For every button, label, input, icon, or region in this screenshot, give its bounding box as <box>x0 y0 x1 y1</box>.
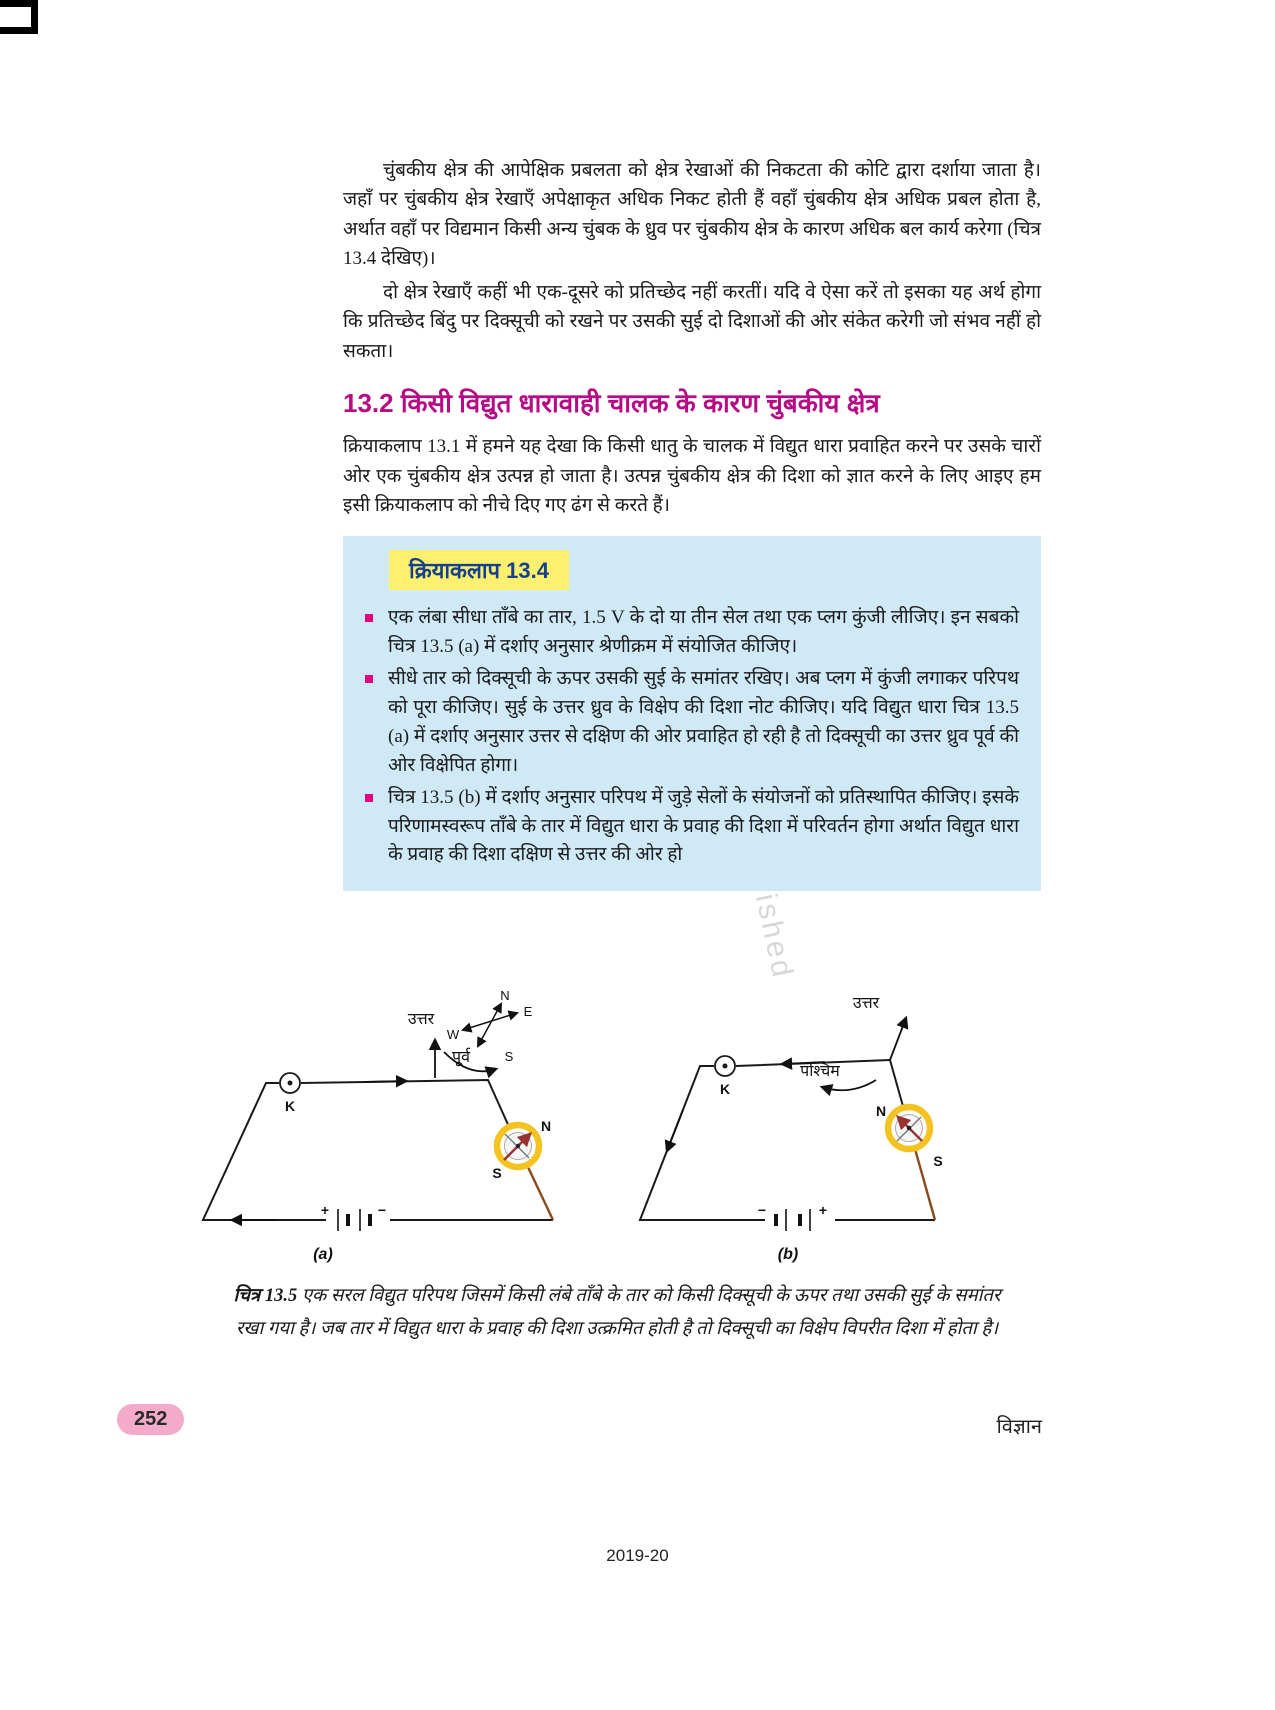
wire-left-bottom <box>640 1066 765 1220</box>
crop-mark-top <box>0 0 34 7</box>
intro-paragraph-1: चुंबकीय क्षेत्र की आपेक्षिक प्रबलता को क्षेत्र रेखाओं की निकटता की कोटि द्वारा दर्शाया जाता है। जहाँ पर चुंबकीय क्षेत्र रेखाएँ अपेक्षाकृत अधिक निकट होती हैं वहाँ चुंबकीय क्षेत्र अधिक प्रबल होता है, अर्थात वहाँ पर विद्यमान किसी अन्य चुंबक के ध्रुव पर चुंबकीय क्षेत्र के कारण अधिक बल कार्य करेगा (चित्र 13.4 देखिए)। <box>343 160 1041 270</box>
figure-caption <box>232 1280 1002 1346</box>
footer-subject: विज्ञान <box>996 1416 1042 1438</box>
battery-minus-label: − <box>377 1202 387 1218</box>
battery-plus-label: + <box>818 1202 828 1218</box>
activity-bullet-1 <box>363 604 1019 662</box>
rose-e: E <box>523 1004 533 1019</box>
east-label: पूर्व <box>452 1049 470 1066</box>
battery-minus-label: − <box>757 1202 767 1218</box>
compass-icon <box>492 1118 551 1181</box>
section-heading: 13.2 किसी विद्युत धारावाही चालक के कारण चुंबकीय क्षेत्र <box>343 388 880 419</box>
key-label: K <box>719 1081 731 1097</box>
battery-icon <box>321 1202 386 1231</box>
current-arrow-left <box>667 1110 683 1151</box>
circuit-diagram-b <box>610 988 1040 1288</box>
figure-caption-text: एक सरल विद्युत परिपथ जिसमें किसी लंबे ताँबे के तार को किसी दिक्सूची के ऊपर तथा उसकी सुई के समांतर रखा गया है। जब तार में विद्युत धारा के प्रवाह की दिशा उत्क्रमित होती है तो दिक्सूची का विक्षेप विपरीत दिशा में होता है। <box>235 1286 1001 1339</box>
circuit-diagram-a <box>158 988 588 1288</box>
page-number-badge: 252 <box>117 1404 184 1435</box>
activity-bullet-3-text: चित्र 13.5 (b) में दर्शाए अनुसार परिपथ में जुड़े सेलों के संयोजनों को प्रतिस्थापित कीजिए। इसके परिणामस्वरूप ताँबे के तार में विद्युत धारा के प्रवाह की दिशा में परिवर्तन होगा अर्थात विद्युत धारा के प्रवाह की दिशा दक्षिण से उत्तर की ओर हो <box>388 786 1019 866</box>
section-paragraph: क्रियाकलाप 13.1 में हमने यह देखा कि किसी धातु के चालक में विद्युत धारा प्रवाहित करने पर उसके चारों ओर एक चुंबकीय क्षेत्र उत्पन्न हो जाता है। उत्पन्न चुंबकीय क्षेत्र की दिशा को ज्ञात करने के लिए आइए हम इसी क्रियाकलाप को नीचे दिए गए ढंग से करते हैं। <box>343 436 1041 516</box>
plug-key-icon <box>715 1056 735 1097</box>
bullet-square-icon <box>365 794 373 802</box>
activity-title: क्रियाकलाप 13.4 <box>389 550 569 590</box>
rose-s: S <box>504 1049 514 1064</box>
compass-icon <box>876 1103 943 1169</box>
activity-bullet-2-text: सीधे तार को दिक्सूची के ऊपर उसकी सुई के समांतर रखिए। अब प्लग में कुंजी लगाकर परिपथ को पूरा कीजिए। सुई के उत्तर ध्रुव के विक्षेप की दिशा नोट कीजिए। यदि विद्युत धारा चित्र 13.5 (a) में दर्शाए अनुसार उत्तर से दक्षिण की ओर प्रवाहित हो रही है तो दिक्सूची का उत्तर ध्रुव पूर्व की ओर विक्षेपित होगा। <box>388 668 1019 776</box>
main-text-column <box>343 156 1041 891</box>
west-label: पश्चिम <box>800 1063 840 1080</box>
battery-icon <box>758 1202 827 1231</box>
figure-13-5 <box>158 988 1058 1288</box>
figure-caption-label: चित्र 13.5 <box>233 1286 298 1306</box>
rose-n: N <box>500 988 510 1003</box>
wire-top <box>301 1080 510 1129</box>
compass-n-label: N <box>875 1103 887 1119</box>
key-label: K <box>284 1098 296 1114</box>
activity-bullet-list <box>363 604 1019 870</box>
deflection-arrow <box>822 1080 876 1090</box>
activity-bullet-3 <box>363 784 1019 871</box>
diagram-a-label: (a) <box>313 1246 333 1263</box>
wire-left-bottom <box>203 1083 326 1220</box>
activity-box <box>343 536 1041 891</box>
compass-s-label: S <box>492 1165 502 1181</box>
intro-paragraph-2: दो क्षेत्र रेखाएँ कहीं भी एक-दूसरे को प्रतिच्छेद नहीं करतीं। यदि वे ऐसा करें तो इसका यह अर्थ होगा कि प्रतिच्छेद बिंदु पर दिक्सूची को रखने पर उसकी सुई दो दिशाओं की ओर संकेत करेगी जो संभव नहीं हो सकता। <box>343 281 1041 362</box>
crop-mark-corner <box>31 0 38 34</box>
north-arrow <box>890 1018 906 1060</box>
rose-w: W <box>446 1027 460 1042</box>
north-label: उत्तर <box>852 995 880 1012</box>
current-arrow-top <box>363 1081 406 1082</box>
diagram-b-label: (b) <box>777 1246 799 1263</box>
compass-s-label: S <box>933 1153 943 1169</box>
activity-bullet-1-text: एक लंबा सीधा ताँबे का तार, 1.5 V के दो या तीन सेल तथा एक प्लग कुंजी लीजिए। इन सबको चित्र 13.5 (a) में दर्शाए अनुसार श्रेणीक्रम में संयोजित कीजिए। <box>388 607 1019 658</box>
north-label: उत्तर <box>407 1011 435 1028</box>
footer-year: 2019-20 <box>606 1546 669 1565</box>
plug-key-icon <box>280 1073 300 1114</box>
compass-n-label: N <box>540 1118 552 1134</box>
activity-bullet-2 <box>363 665 1019 781</box>
battery-plus-label: + <box>320 1202 330 1218</box>
bullet-square-icon <box>365 675 373 683</box>
bullet-square-icon <box>365 614 373 622</box>
